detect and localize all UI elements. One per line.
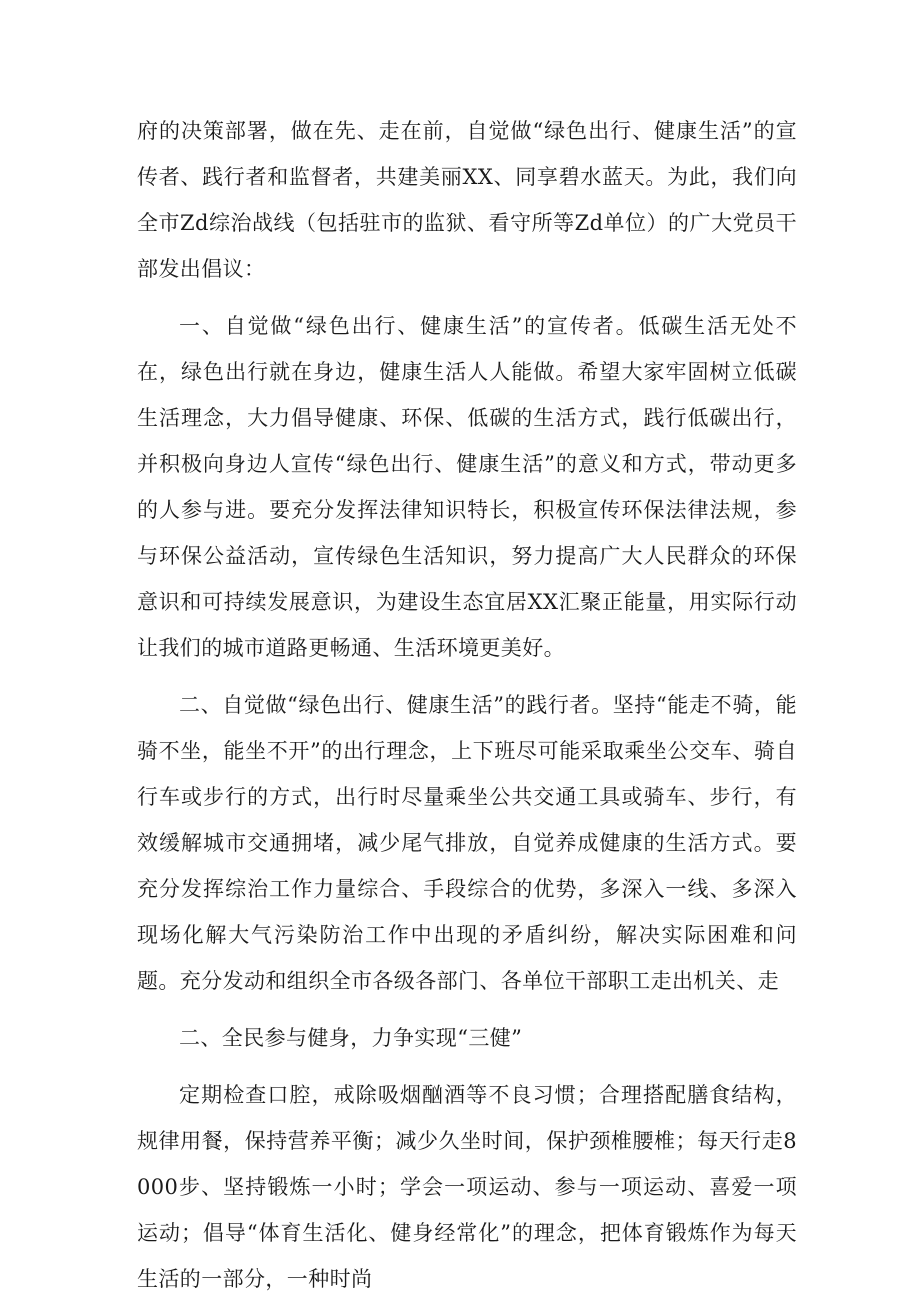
paragraph-point-1: 一、自觉做“绿色出行、健康生活”的宣传者。低碳生活无处不在，绿色出行就在身边，健康生活人人能做。希望大家牢固树立低碳生活理念，大力倡导健康、环保、低碳的生活方式，践行低碳出行，并积极向身边人宣传“绿色出行、健康生活”的意义和方式，带动更多的人参与进。要充分发挥法律知识特长，积极宣传环保法律法规，参与环保公益活动，宣传绿色生活知识，努力提高广大人民群众的环保意识和可持续发展意识，为建设生态宜居XX汇聚正能量，用实际行动让我们的城市道路更畅通、生活环境更美好。 <box>137 314 797 660</box>
paragraph-point-2: 二、自觉做“绿色出行、健康生活”的践行者。坚持“能走不骑，能骑不坐，能坐不开”的出行理念，上下班尽可能采取乘坐公交车、骑自行车或步行的方式，出行时尽量乘坐公共交通工具或骑车、步行，有效缓解城市交通拥堵，减少尾气排放，自觉养成健康的生活方式。要充分发挥综治工作力量综合、手段综合的优势，多深入一线、多深入现场化解大气污染防治工作中出现的矛盾纠纷，解决实际困难和问题。充分发动和组织全市各级各部门、各单位干部职工走出机关、走 <box>137 693 797 993</box>
paragraph-health-habits: 定期检查口腔，戒除吸烟酗酒等不良习惯；合理搭配膳食结构，规律用餐，保持营养平衡；减少久坐时间，保护颈椎腰椎；每天行走8000步、坚持锻炼一小时；学会一项运动、参与一项运动、喜爱一项运动；倡导“体育生活化、健身经常化”的理念，把体育锻炼作为每天生活的一部分，一种时尚 <box>137 1083 797 1291</box>
paragraph-continuation: 府的决策部署，做在先、走在前，自觉做“绿色出行、健康生活”的宣传者、践行者和监督者，共建美丽XX、同享碧水蓝天。为此，我们向全市Zd综治战线（包括驻市的监狱、看守所等Zd单位）的广大党员干部发出倡议： <box>137 119 797 281</box>
section-heading: 二、全民参与健身，力争实现“三健” <box>179 1026 523 1050</box>
document-body <box>137 108 797 1302</box>
